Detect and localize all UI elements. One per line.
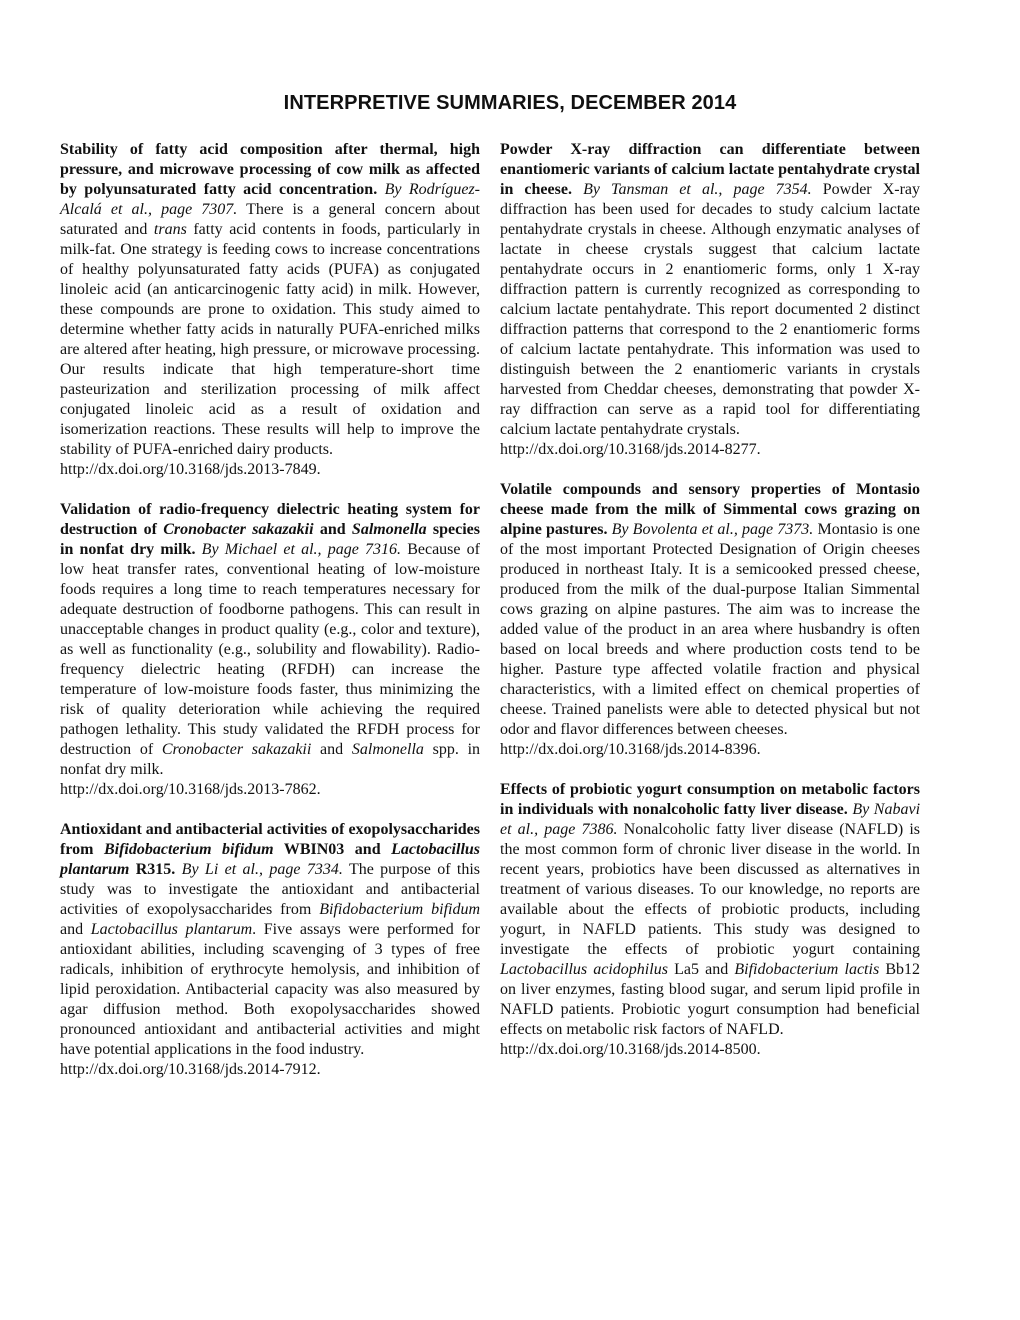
- summary-body: The purpose of this study was to investigate the antioxidant and antibacterial activities of exopolysaccharides from: [60, 861, 481, 918]
- summary-body: and: [311, 741, 352, 758]
- doi-link[interactable]: http://dx.doi.org/10.3168/jds.2014-8396.: [500, 741, 761, 758]
- left-column: [60, 140, 480, 1100]
- summary-probiotic-yogurt: [500, 780, 920, 1060]
- page-title: INTERPRETIVE SUMMARIES, DECEMBER 2014: [283, 92, 737, 114]
- summary-body: Because of low heat transfer rates, conventional heating of low-moisture foods requires a long time to reach temperatures necessary for adequate destruction of foodborne pathogens. This can result in unacceptable changes in product quality (e.g., color and texture), as well as functionality (e.g., solubility and flowability). Radio-frequency dielectric heating (RFDH) can increase the temperature of low-moisture foods faster, thus minimizing the risk of quality deterioration while achieving the required pathogen lethality. This study validated the RFDH process for destruction of: [60, 541, 481, 758]
- summary-exopolysaccharides: [60, 820, 480, 1080]
- summary-body: spp. in nonfat dry milk.: [60, 741, 481, 778]
- summary-body: There is a general concern about saturated and: [60, 201, 481, 238]
- summary-title-species: Cronobacter sakazakii: [163, 521, 314, 538]
- summary-title-text: R315.: [129, 861, 176, 878]
- summary-title-species: Bifidobacterium bifidum: [103, 841, 274, 858]
- doi-link[interactable]: http://dx.doi.org/10.3168/jds.2014-8500.: [500, 1041, 761, 1058]
- summary-title-species: Salmonella: [351, 521, 427, 538]
- doi-link[interactable]: http://dx.doi.org/10.3168/jds.2014-8277.: [500, 441, 761, 458]
- summary-byline: By Nabavi et al., page 7386.: [500, 801, 921, 838]
- summary-body-italic: Cronobacter sakazakii: [161, 741, 312, 758]
- summary-body-italic: Lactobacillus plantarum: [90, 921, 253, 938]
- doi-link[interactable]: http://dx.doi.org/10.3168/jds.2013-7849.: [60, 461, 321, 478]
- summary-body-italic: Bifidobacterium lactis: [734, 961, 880, 978]
- summary-byline: By Tansman et al., page 7354.: [583, 181, 812, 198]
- summary-title-text: WBIN03 and: [273, 841, 392, 858]
- summary-title: Effects of probiotic yogurt consumption on metabolic factors in individuals with nonalcoholic fatty liver disease.: [500, 781, 920, 818]
- summary-byline: By Rodríguez-Alcalá et al., page 7307.: [60, 181, 481, 218]
- summary-body: Nonalcoholic fatty liver disease (NAFLD) is the most common form of chronic liver disease in the world. In recent years, probiotics have been discussed as alternatives in treatment of various diseases. To our knowledge, no reports are available about the effects of probiotic products, including yogurt, in NAFLD patients. This study was designed to investigate the effects of probiotic yogurt containing: [500, 821, 921, 958]
- summary-title-species: Lactobacillus plantarum: [60, 841, 481, 878]
- summary-byline: By Li et al., page 7334.: [181, 861, 343, 878]
- summary-radio-frequency-heating: [60, 500, 480, 800]
- summary-byline: By Michael et al., page 7316.: [201, 541, 401, 558]
- summary-body-italic: Salmonella: [351, 741, 424, 758]
- right-column: [500, 140, 920, 1080]
- summary-title-text: and: [313, 521, 352, 538]
- summary-fatty-acid-stability: [60, 140, 480, 480]
- summary-paragraph: [500, 780, 920, 1060]
- summary-title: Stability of fatty acid composition after thermal, high pressure, and microwave processing of cow milk as affected by polyunsaturated fatty acid concentration.: [60, 141, 480, 198]
- summary-byline: By Bovolenta et al., page 7373.: [611, 521, 814, 538]
- summary-body: and: [60, 921, 91, 938]
- summary-body-italic: trans: [153, 221, 187, 238]
- summary-body: fatty acid contents in foods, particularly in milk-fat. One strategy is feeding cows to increase concentrations of healthy polyunsaturated fatty acids (PUFA) as conjugated linoleic acid (an anticarcinogenic fatty acid) in milk. However, these compounds are prone to oxidation. This study aimed to determine whether fatty acids in naturally PUFA-enriched milks are altered after heating, high pressure, or microwave processing. Our results indicate that high temperature-short time pasteurization and sterilization processing of milk affect conjugated linoleic acid as a result of oxidation and isomerization reactions. These results will help to improve the stability of PUFA-enriched dairy products.: [60, 221, 480, 458]
- summary-title: Powder X-ray diffraction can differentiate between enantiomeric variants of calcium lactate pentahydrate crystal in cheese.: [500, 141, 920, 198]
- doi-link[interactable]: http://dx.doi.org/10.3168/jds.2013-7862.: [60, 781, 321, 798]
- summary-paragraph: [60, 140, 480, 480]
- summary-body: Powder X-ray diffraction has been used for decades to study calcium lactate pentahydrate crystals in cheese. Although enzymatic analyses of lactate in cheese crystals suggest that calcium lactate pentahydrate occurs in 2 enantiomeric forms, only 1 X-ray diffraction pattern is currently recognized as corresponding to calcium lactate pentahydrate. This report documented 2 distinct diffraction patterns that correspond to the 2 enantiomeric forms of calcium lactate pentahydrate. This information was used to distinguish between the 2 enantiomeric variants in crystals harvested from Cheddar cheeses, demonstrating that powder X-ray diffraction can serve as a rapid tool for differentiating calcium lactate pentahydrate crystals.: [500, 181, 921, 438]
- summary-body: Montasio is one of the most important Protected Designation of Origin cheeses produced in northeast Italy. It is a semicooked pressed cheese, produced from the milk of the dual-purpose Italian Simmental cows grazing on alpine pastures. The aim was to increase the added value of the product in an area where husbandry is often based on local breeds and where production costs tend to be higher. Pasture type affected volatile fraction and physical characteristics, with a limited effect on chemical properties of cheese. Trained panelists were able to detected physical but not odor and flavor differences between cheeses.: [500, 521, 921, 738]
- summary-title-text: species in nonfat dry milk.: [60, 521, 480, 558]
- summary-paragraph: [500, 480, 920, 760]
- summary-body: . Five assays were performed for antioxidant abilities, including scavenging of 3 types of free radicals, inhibition of erythrocyte hemolysis, and inhibition of lipid peroxidation. Antibacterial capacity was also measured by agar diffusion method. Both exopolysaccharides showed pronounced antioxidant and antibacterial activities and might have potential applications in the food industry.: [60, 921, 481, 1058]
- summary-title-text: Antioxidant and antibacterial activities of exopolysaccharides from: [60, 821, 480, 858]
- summary-xray-diffraction: [500, 140, 920, 460]
- doi-link[interactable]: http://dx.doi.org/10.3168/jds.2014-7912.: [60, 1061, 321, 1078]
- summary-title-text: Validation of radio-frequency dielectric heating system for destruction of: [60, 501, 480, 538]
- summary-body: Bb12 on liver enzymes, fasting blood sugar, and serum lipid profile in NAFLD patients. Probiotic yogurt consumption had beneficial effects on metabolic risk factors of NAFLD.: [500, 961, 921, 1038]
- summary-paragraph: [500, 140, 920, 460]
- summary-body-italic: Lactobacillus acidophilus: [500, 961, 668, 978]
- summary-paragraph: [60, 500, 480, 800]
- summary-montasio-cheese: [500, 480, 920, 760]
- summary-body-italic: Bifidobacterium bifidum: [319, 901, 481, 918]
- summary-paragraph: [60, 820, 480, 1080]
- summary-body: La5 and: [667, 961, 735, 978]
- summary-title: Volatile compounds and sensory properties of Montasio cheese made from the milk of Simmental cows grazing on alpine pastures.: [500, 481, 920, 538]
